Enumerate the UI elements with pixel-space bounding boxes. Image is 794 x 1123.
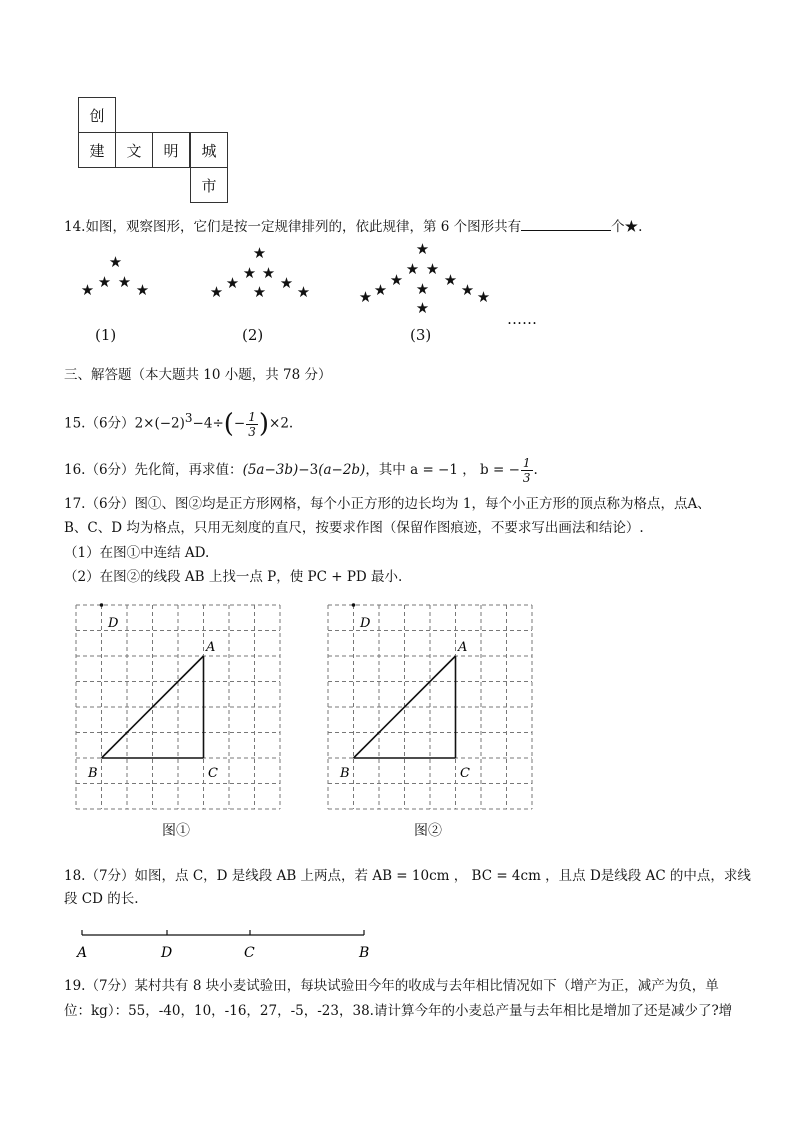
star: ★ [242, 264, 257, 282]
star: ★ [80, 281, 95, 299]
star: ★ [261, 264, 276, 282]
q16-cond: ，其中 a = −1 ， b = − [365, 462, 520, 478]
star: ★ [279, 274, 294, 292]
ellipsis: …… [507, 310, 537, 328]
segment-label: B [359, 945, 370, 961]
star: ★ [460, 281, 475, 299]
q16-expr: (5a−3b) [242, 462, 299, 478]
star: ★ [415, 280, 430, 298]
star: ★ [415, 240, 430, 258]
q18-line1: 18.（7分）如图，点 C，D 是线段 AB 上两点，若 AB = 10cm ， BC = 4cm ，且点 D是线段 AC 的中点，求线 [64, 868, 751, 884]
grid-figure-1 [70, 600, 290, 815]
star: ★ [425, 260, 440, 278]
star: ★ [373, 281, 388, 299]
net-cell-top: 创 [78, 97, 116, 133]
point-label: D [108, 616, 119, 631]
question-15: 15.（6分）$2\times(-2)^3-4\div(-$ $\frac{1}{3}$ )×2. [64, 409, 294, 439]
net-cell: 建 [78, 132, 116, 168]
star: ★ [296, 283, 311, 301]
star: ★ [389, 271, 404, 289]
answer-blank [521, 216, 611, 231]
q15-expr: −4÷ [192, 415, 224, 432]
point-d-dot [352, 603, 356, 607]
fraction: $\frac{1}{3}$ [248, 409, 256, 439]
q18-line2: 段 CD 的长. [64, 891, 139, 907]
q19-line2: 位：kg）：55，-40，10，-16，27，-5，-23，38.请计算今年的小麦总产量与去年相比是增加了还是减少了?增 [64, 1003, 733, 1019]
star: ★ [209, 283, 224, 301]
q15-sign: − [233, 415, 246, 432]
figure-label: (2) [242, 326, 264, 344]
figure-label: (3) [410, 326, 432, 344]
q16-mid: −3 [298, 462, 319, 478]
grid-figure-2 [322, 600, 542, 815]
point-label: B [88, 766, 98, 781]
figure-caption: 图② [414, 823, 442, 839]
net-cell: 文 [115, 132, 153, 168]
fraction: $\frac{1}{3}$ [522, 456, 531, 485]
segment-figure [74, 925, 384, 965]
star: ★ [97, 273, 112, 291]
segment-label: C [244, 945, 255, 961]
q15-prefix: 15.（6分） [64, 415, 135, 432]
star: ★ [415, 299, 430, 317]
q17-line2: B、C、D 均为格点，只用无刻度的直尺，按要求作图（保留作图痕迹，不要求写出画法和结论）. [64, 520, 644, 536]
star: ★ [252, 244, 267, 262]
q17-line1: 17.（6分）图①、图②均是正方形网格，每个小正方形的边长均为 1，每个小正方形的顶点称为格点，点A、 [64, 496, 711, 512]
q15-expr: 2× [134, 415, 155, 432]
figure-label: (1) [95, 326, 117, 344]
q16-expr: (a−2b) [318, 462, 366, 478]
point-label: A [206, 640, 216, 655]
q19-line1: 19.（7分）某村共有 8 块小麦试验田，每块试验田今年的收成与去年相比情况如下（增产为正，减产为负，单 [64, 978, 719, 994]
star: ★ [108, 253, 123, 271]
q17-part1: （1）在图①中连结 AD. [64, 545, 210, 561]
star: ★ [358, 288, 373, 306]
q14-text-after: 个★. [611, 219, 643, 235]
star: ★ [443, 271, 458, 289]
figure-caption: 图① [162, 823, 190, 839]
point-label: B [340, 766, 350, 781]
q15-exponent: 3 [184, 411, 193, 425]
question-14 [64, 216, 642, 237]
point-label: C [208, 766, 218, 781]
net-cell: 明 [152, 132, 190, 168]
star: ★ [117, 273, 132, 291]
net-cell-bottom: 市 [190, 167, 228, 203]
star: ★ [405, 260, 420, 278]
question-16: 16.（6分）先化简，再求值：(5a−3b)−3(a−2b)，其中 a = −1 ， b = − $\frac{1}{3}$ . [64, 456, 538, 485]
star: ★ [135, 281, 150, 299]
star: ★ [252, 283, 267, 301]
point-label: D [360, 616, 371, 631]
segment-label: D [161, 945, 173, 961]
q15-power: (−2) [154, 415, 185, 432]
section-title: 三、解答题（本大题共 10 小题，共 78 分） [64, 367, 332, 383]
net-cell: 城 [190, 132, 228, 168]
point-d-dot [100, 603, 104, 607]
q15-expr: ×2. [269, 415, 294, 432]
point-label: A [458, 640, 468, 655]
point-label: C [460, 766, 470, 781]
segment-label: A [77, 945, 88, 961]
star: ★ [476, 288, 491, 306]
q14-text: 14.如图，观察图形，它们是按一定规律排列的，依此规律，第 6 个图形共有 [64, 219, 522, 235]
star: ★ [225, 274, 240, 292]
q17-part2: （2）在图②的线段 AB 上找一点 P，使 PC + PD 最小. [64, 569, 403, 585]
q16-prefix: 16.（6分）先化简，再求值： [64, 462, 243, 478]
